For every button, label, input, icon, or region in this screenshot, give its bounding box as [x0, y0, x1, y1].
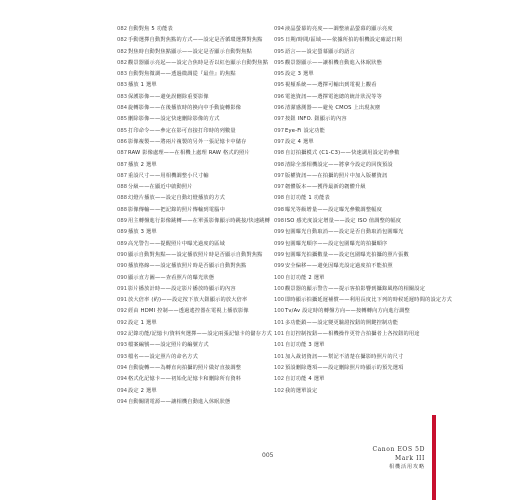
toc-entry — [117, 329, 273, 340]
toc-entry-title: 日期/時間/區域——依據所拍的相機設定確認日期 — [285, 37, 403, 44]
toc-entry-title: 重設尺寸——用相機調整小尺寸輸 — [128, 172, 209, 179]
toc-entry — [274, 239, 424, 250]
toc-entry-title: RAW 影像處理——在相機上處理 RAW 格式的照片 — [128, 150, 250, 157]
toc-entry — [274, 58, 424, 69]
toc-page-number: 098 — [274, 218, 285, 225]
toc-entry — [274, 374, 424, 385]
toc-entry-title: 自訂功能 1 功能表 — [285, 195, 330, 202]
toc-right-column — [274, 24, 453, 397]
toc-entry — [117, 273, 273, 284]
toc-entry-title: 觀景器的顯示警告——提示客拍影響到攝錄風格的相關設定 — [285, 285, 426, 292]
toc-entry — [117, 216, 273, 227]
toc-entry — [274, 205, 424, 216]
toc-entry — [117, 80, 273, 91]
toc-page-number: 090 — [117, 274, 128, 281]
toc-entry — [274, 352, 424, 363]
toc-entry-title: 清潔感測器——避免 CMOS 上出現灰塵 — [285, 105, 381, 112]
toc-entry — [274, 114, 424, 125]
toc-entry — [117, 352, 273, 363]
toc-entry-title: 播放 1 選單 — [128, 82, 157, 89]
toc-page-number: 088 — [117, 206, 128, 213]
toc-entry-title: 預設刪除選項——設定刪除照片時顯示的預先選項 — [285, 364, 404, 371]
toc-entry — [117, 306, 273, 317]
toc-left-column — [117, 24, 273, 408]
toc-page-number: 100 — [274, 308, 285, 315]
toc-page-number: 099 — [274, 240, 285, 247]
toc-entry-title: 影像傳輸——把記錄的照片傳輸到電腦中 — [128, 206, 225, 213]
toc-page-number: 096 — [274, 105, 285, 112]
toc-entry-title: 電池資訊——選擇電池總的統計狀況等等 — [285, 93, 382, 100]
toc-entry-title: 自訂控制按鈕——相機操作更符合拍攝者上各按鈕的用途 — [285, 331, 420, 338]
toc-page-number: 099 — [274, 251, 285, 258]
toc-entry-title: 即時顯示拍攝延遲補償——利用長度比下列的時候延遲時間的設定方式 — [285, 297, 453, 304]
toc-page-number: 095 — [274, 59, 285, 66]
toc-page-number: 092 — [117, 308, 128, 315]
toc-entry — [274, 160, 424, 171]
toc-entry-title: 旋轉影像——在後播放時的換向中手動旋轉影像 — [128, 105, 242, 112]
toc-entry-title: 韌體版本——獲得最新的韌體升級 — [285, 184, 366, 191]
toc-entry — [117, 386, 273, 397]
toc-entry-title: 按鈕 INFO. 鈕顯示的內容 — [285, 116, 347, 123]
toc-entry — [117, 171, 273, 182]
toc-entry-title: 幻燈片播放——設定自動幻燈播放的方式 — [128, 195, 225, 202]
toc-page-number: 099 — [274, 229, 285, 236]
toc-entry-title: 觀景器顯示——讓相機自動進入休眠狀態 — [285, 59, 382, 66]
toc-entry — [117, 160, 273, 171]
toc-page-number: 083 — [117, 93, 128, 100]
toc-page-number: 102 — [274, 364, 285, 371]
toc-entry — [274, 148, 424, 159]
toc-page-number: 085 — [117, 116, 128, 123]
toc-page-number: 083 — [117, 71, 128, 78]
toc-entry-title: 安全偏移——避免因曝光設定過度拍不能拍照 — [285, 263, 393, 270]
toc-entry — [117, 137, 273, 148]
toc-entry-title: 自動對焦 5 功能表 — [128, 26, 173, 32]
toc-page-number: 088 — [117, 195, 128, 202]
toc-entry — [274, 295, 453, 306]
toc-page-number: 082 — [117, 37, 128, 44]
toc-page-number: 089 — [117, 240, 128, 247]
toc-entry — [117, 182, 273, 193]
toc-entry-title: 播放 2 選單 — [128, 161, 157, 168]
toc-entry — [274, 92, 424, 103]
toc-page-number: 087 — [117, 161, 128, 168]
toc-entry-title: 我的選單設定 — [285, 387, 318, 394]
toc-entry-title: 記錄功能/記憶卡/資料夾選擇——設定兩張記憶卡的儲存方式 — [128, 331, 272, 338]
toc-page-number: 088 — [117, 184, 128, 191]
toc-entry — [274, 340, 424, 351]
toc-entry-title: 多功能鎖——設定變更驗證按鈕的開鍵控制功能 — [285, 319, 399, 326]
toc-page-number: 085 — [117, 127, 128, 134]
toc-entry — [117, 250, 273, 261]
toc-entry-title: 放大倍率 (約)——設定按下放大鈕顯示的放大倍率 — [128, 297, 248, 304]
toc-page-number: 098 — [274, 206, 285, 213]
toc-page-number: 096 — [274, 93, 285, 100]
toc-entry — [117, 284, 273, 295]
toc-entry — [274, 261, 424, 272]
toc-page-number: 100 — [274, 285, 285, 292]
toc-entry — [117, 114, 273, 125]
toc-entry-title: 檔名——設定照片的命名方式 — [128, 353, 199, 360]
toc-page-number: 100 — [274, 297, 285, 304]
toc-page-number: 099 — [274, 263, 285, 270]
toc-entry — [274, 193, 424, 204]
toc-entry — [117, 103, 273, 114]
toc-entry-title: 打印命令——參定在影可直接打印時的列數量 — [128, 127, 236, 134]
toc-entry-title: 版權資訊——在拍攝的照片中加入版權資訊 — [285, 172, 388, 179]
toc-page-number: 092 — [117, 331, 128, 338]
toc-entry — [117, 24, 273, 35]
toc-page-number: 082 — [117, 48, 128, 55]
toc-entry — [274, 103, 424, 114]
toc-entry-title: ISO 感光度設定增量——設定 ISO 值調整的幅度 — [285, 218, 402, 225]
toc-entry — [117, 69, 273, 80]
toc-page-number: 094 — [117, 364, 128, 371]
toc-page-number: 102 — [274, 376, 285, 383]
toc-entry — [274, 386, 424, 397]
toc-page-number: 084 — [117, 105, 128, 112]
toc-page-number: 097 — [274, 116, 285, 123]
toc-entry-title: 曝光等級增量——設定曝光參數調整幅度 — [285, 206, 382, 213]
toc-entry — [117, 47, 273, 58]
toc-page-number: 089 — [117, 229, 128, 236]
toc-entry-title: 包圍曝光拍攝數量——設定包圍曝光拍攝的照片張數 — [285, 251, 409, 258]
toc-entry — [117, 318, 273, 329]
toc-entry — [274, 126, 424, 137]
toc-entry — [117, 363, 273, 374]
toc-entry — [117, 295, 273, 306]
toc-page-number: 082 — [117, 59, 128, 66]
toc-entry-title: 清除全部相機設定——將拿今設定的回復預設 — [285, 161, 393, 168]
toc-page-number: 097 — [274, 172, 285, 179]
toc-entry — [117, 239, 273, 250]
toc-page-number: 095 — [274, 48, 285, 55]
toc-entry-title: 顯示自動對焦點——設定播放照片時是否顯示自動對焦點 — [128, 251, 263, 258]
toc-entry-title: 播放 3 選單 — [128, 229, 157, 236]
toc-entry-title: 視頻系統——選擇可輸出到電視上觀看 — [285, 82, 377, 89]
toc-entry-title: 經由 HDMI 控制——透過遙控器在電視上播放影像 — [128, 308, 249, 315]
toc-entry-title: 自訂拍攝模式 (C1-C3)——快速調用設定的參數 — [285, 150, 400, 157]
toc-page-number: 094 — [117, 398, 128, 405]
toc-entry — [274, 284, 424, 295]
toc-entry — [274, 306, 424, 317]
toc-entry — [117, 148, 273, 159]
toc-page-number: 089 — [117, 218, 128, 225]
toc-page-number: 091 — [117, 297, 128, 304]
toc-entry-title: Tv/Av 設定時的轉盤方向——按轉轉向方向進行調整 — [285, 308, 410, 315]
brand-subtitle: 相機活用攻略 — [388, 464, 425, 470]
toc-page-number: 094 — [117, 387, 128, 394]
toc-entry-title: 設定 2 選單 — [128, 387, 157, 394]
toc-page-number: 093 — [117, 353, 128, 360]
toc-page-number: 101 — [274, 331, 285, 338]
toc-entry-title: 設定 3 選單 — [285, 71, 314, 78]
toc-entry — [117, 397, 273, 408]
toc-page-number: 097 — [274, 138, 285, 145]
toc-entry-title: 液晶螢幕的亮度——調整液晶螢幕的顯示亮度 — [285, 26, 393, 32]
toc-entry-title: 加入裁切資訊——幫記不清楚在攝影時照片的尺寸 — [285, 353, 404, 360]
toc-entry-title: 高光警告——提醒照片中曝光過度的區域 — [128, 240, 225, 247]
toc-entry-title: 保護影像——避免誤刪除重要影像 — [128, 93, 209, 100]
toc-entry — [117, 227, 273, 238]
toc-page-number: 098 — [274, 150, 285, 157]
toc-entry — [274, 80, 424, 91]
toc-page-number: 097 — [274, 184, 285, 191]
toc-entry — [274, 47, 424, 58]
toc-page-number: 102 — [274, 387, 285, 394]
toc-entry — [274, 137, 424, 148]
toc-entry — [117, 92, 273, 103]
toc-page-number: 095 — [274, 71, 285, 78]
toc-page-number: 083 — [117, 82, 128, 89]
toc-entry — [274, 250, 424, 261]
toc-entry — [274, 227, 424, 238]
toc-entry-title: 自訂功能 2 選單 — [285, 274, 325, 281]
toc-entry-title: 手動選擇自動對焦點的方式——設定是否循環選擇對焦點 — [128, 37, 263, 44]
toc-page-number: 101 — [274, 353, 285, 360]
toc-entry-title: 包圍曝光自動取消——設定是否自動取消包圍曝光 — [285, 229, 404, 236]
toc-entry — [274, 329, 424, 340]
toc-entry — [274, 273, 424, 284]
toc-page-number: 098 — [274, 195, 285, 202]
toc-entry-title: 刪除影像——設定快速刪除影像的方式 — [128, 116, 220, 123]
toc-entry-title: 設定 4 選單 — [285, 138, 314, 145]
toc-entry — [117, 193, 273, 204]
toc-page-number: 086 — [117, 138, 128, 145]
toc-page-number: 087 — [117, 150, 128, 157]
toc-entry — [117, 126, 273, 137]
toc-entry — [274, 216, 424, 227]
toc-page-number: 098 — [274, 161, 285, 168]
toc-entry — [274, 182, 424, 193]
toc-entry — [274, 318, 424, 329]
toc-entry-title: 自動對焦微調——透過微調從『最佳』的焦點 — [128, 71, 236, 78]
toc-entry — [274, 363, 424, 374]
book-brand — [355, 445, 425, 471]
toc-page-number: 101 — [274, 319, 285, 326]
toc-page-number: 101 — [274, 342, 285, 349]
toc-page-number: 097 — [274, 127, 285, 134]
toc-page-number: 094 — [274, 26, 285, 32]
toc-entry-title: 設定 1 選單 — [128, 319, 157, 326]
toc-page-number: 090 — [117, 251, 128, 258]
toc-entry — [117, 58, 273, 69]
page-number: 005 — [262, 452, 274, 459]
accent-side-bar — [432, 415, 436, 500]
toc-entry-title: 分級——在顯近中啟動照片 — [128, 184, 193, 191]
toc-entry-title: 語言——設定螢幕顯示的語言 — [285, 48, 356, 55]
toc-entry-title: 自訂功能 3 選單 — [285, 342, 325, 349]
toc-entry — [117, 205, 273, 216]
toc-entry — [274, 35, 424, 46]
toc-page-number: 095 — [274, 37, 285, 44]
toc-entry-title: 影片播放計時——設定影片播放時顯示的內容 — [128, 285, 236, 292]
toc-entry — [117, 340, 273, 351]
toc-page-number: 095 — [274, 82, 285, 89]
toc-page-number: 100 — [274, 274, 285, 281]
brand-title: Canon EOS 5D Mark III — [372, 446, 425, 462]
toc-entry-title: 格式化記憶卡——初始化記憶卡和刪除所有資料 — [128, 376, 242, 383]
toc-entry — [117, 35, 273, 46]
toc-page-number: 087 — [117, 172, 128, 179]
toc-page-number: 082 — [117, 26, 128, 32]
toc-page-number: 090 — [117, 263, 128, 270]
toc-entry — [117, 261, 273, 272]
toc-entry-title: 對焦時自動對焦點顯示——設定是否顯示自動對焦點 — [128, 48, 252, 55]
toc-entry-title: 自動關閉電源——讓相機自動進入休眠狀態 — [128, 398, 231, 405]
toc-page-number: 094 — [117, 376, 128, 383]
toc-page-number: 093 — [117, 342, 128, 349]
toc-entry-title: 播放格線——設定播放照片時是否顯示自動對焦點 — [128, 263, 247, 270]
toc-entry — [274, 171, 424, 182]
toc-entry — [117, 374, 273, 385]
toc-entry-title: 檔案編號——設定照片的編號方式 — [128, 342, 209, 349]
toc-page-number: 092 — [117, 319, 128, 326]
toc-entry — [274, 24, 424, 35]
toc-entry-title: 影像複製——將兩片複製的另外一張記憶卡中儲存 — [128, 138, 247, 145]
toc-entry-title: 顯示直方圖——查看照片的曝光狀態 — [128, 274, 215, 281]
toc-entry-title: 包圍曝光順序——設定包圍曝光的拍攝順序 — [285, 240, 388, 247]
toc-entry-title: 自動旋轉——為轉直向拍攝的照片做好直接調整 — [128, 364, 242, 371]
toc-entry-title: 觀景器顯示亮起——設定合焦時是否以紅色顯示自動對焦點 — [128, 59, 269, 66]
toc-page-number: 091 — [117, 285, 128, 292]
toc-entry-title: 用主轉盤進行影像跳轉——在單張影像顯示時跳接/快速跳轉 — [128, 218, 271, 225]
toc-entry-title: Eye-Fi 設定功能 — [285, 127, 326, 134]
toc-entry — [274, 69, 424, 80]
toc-entry-title: 自訂功能 4 選單 — [285, 376, 325, 383]
